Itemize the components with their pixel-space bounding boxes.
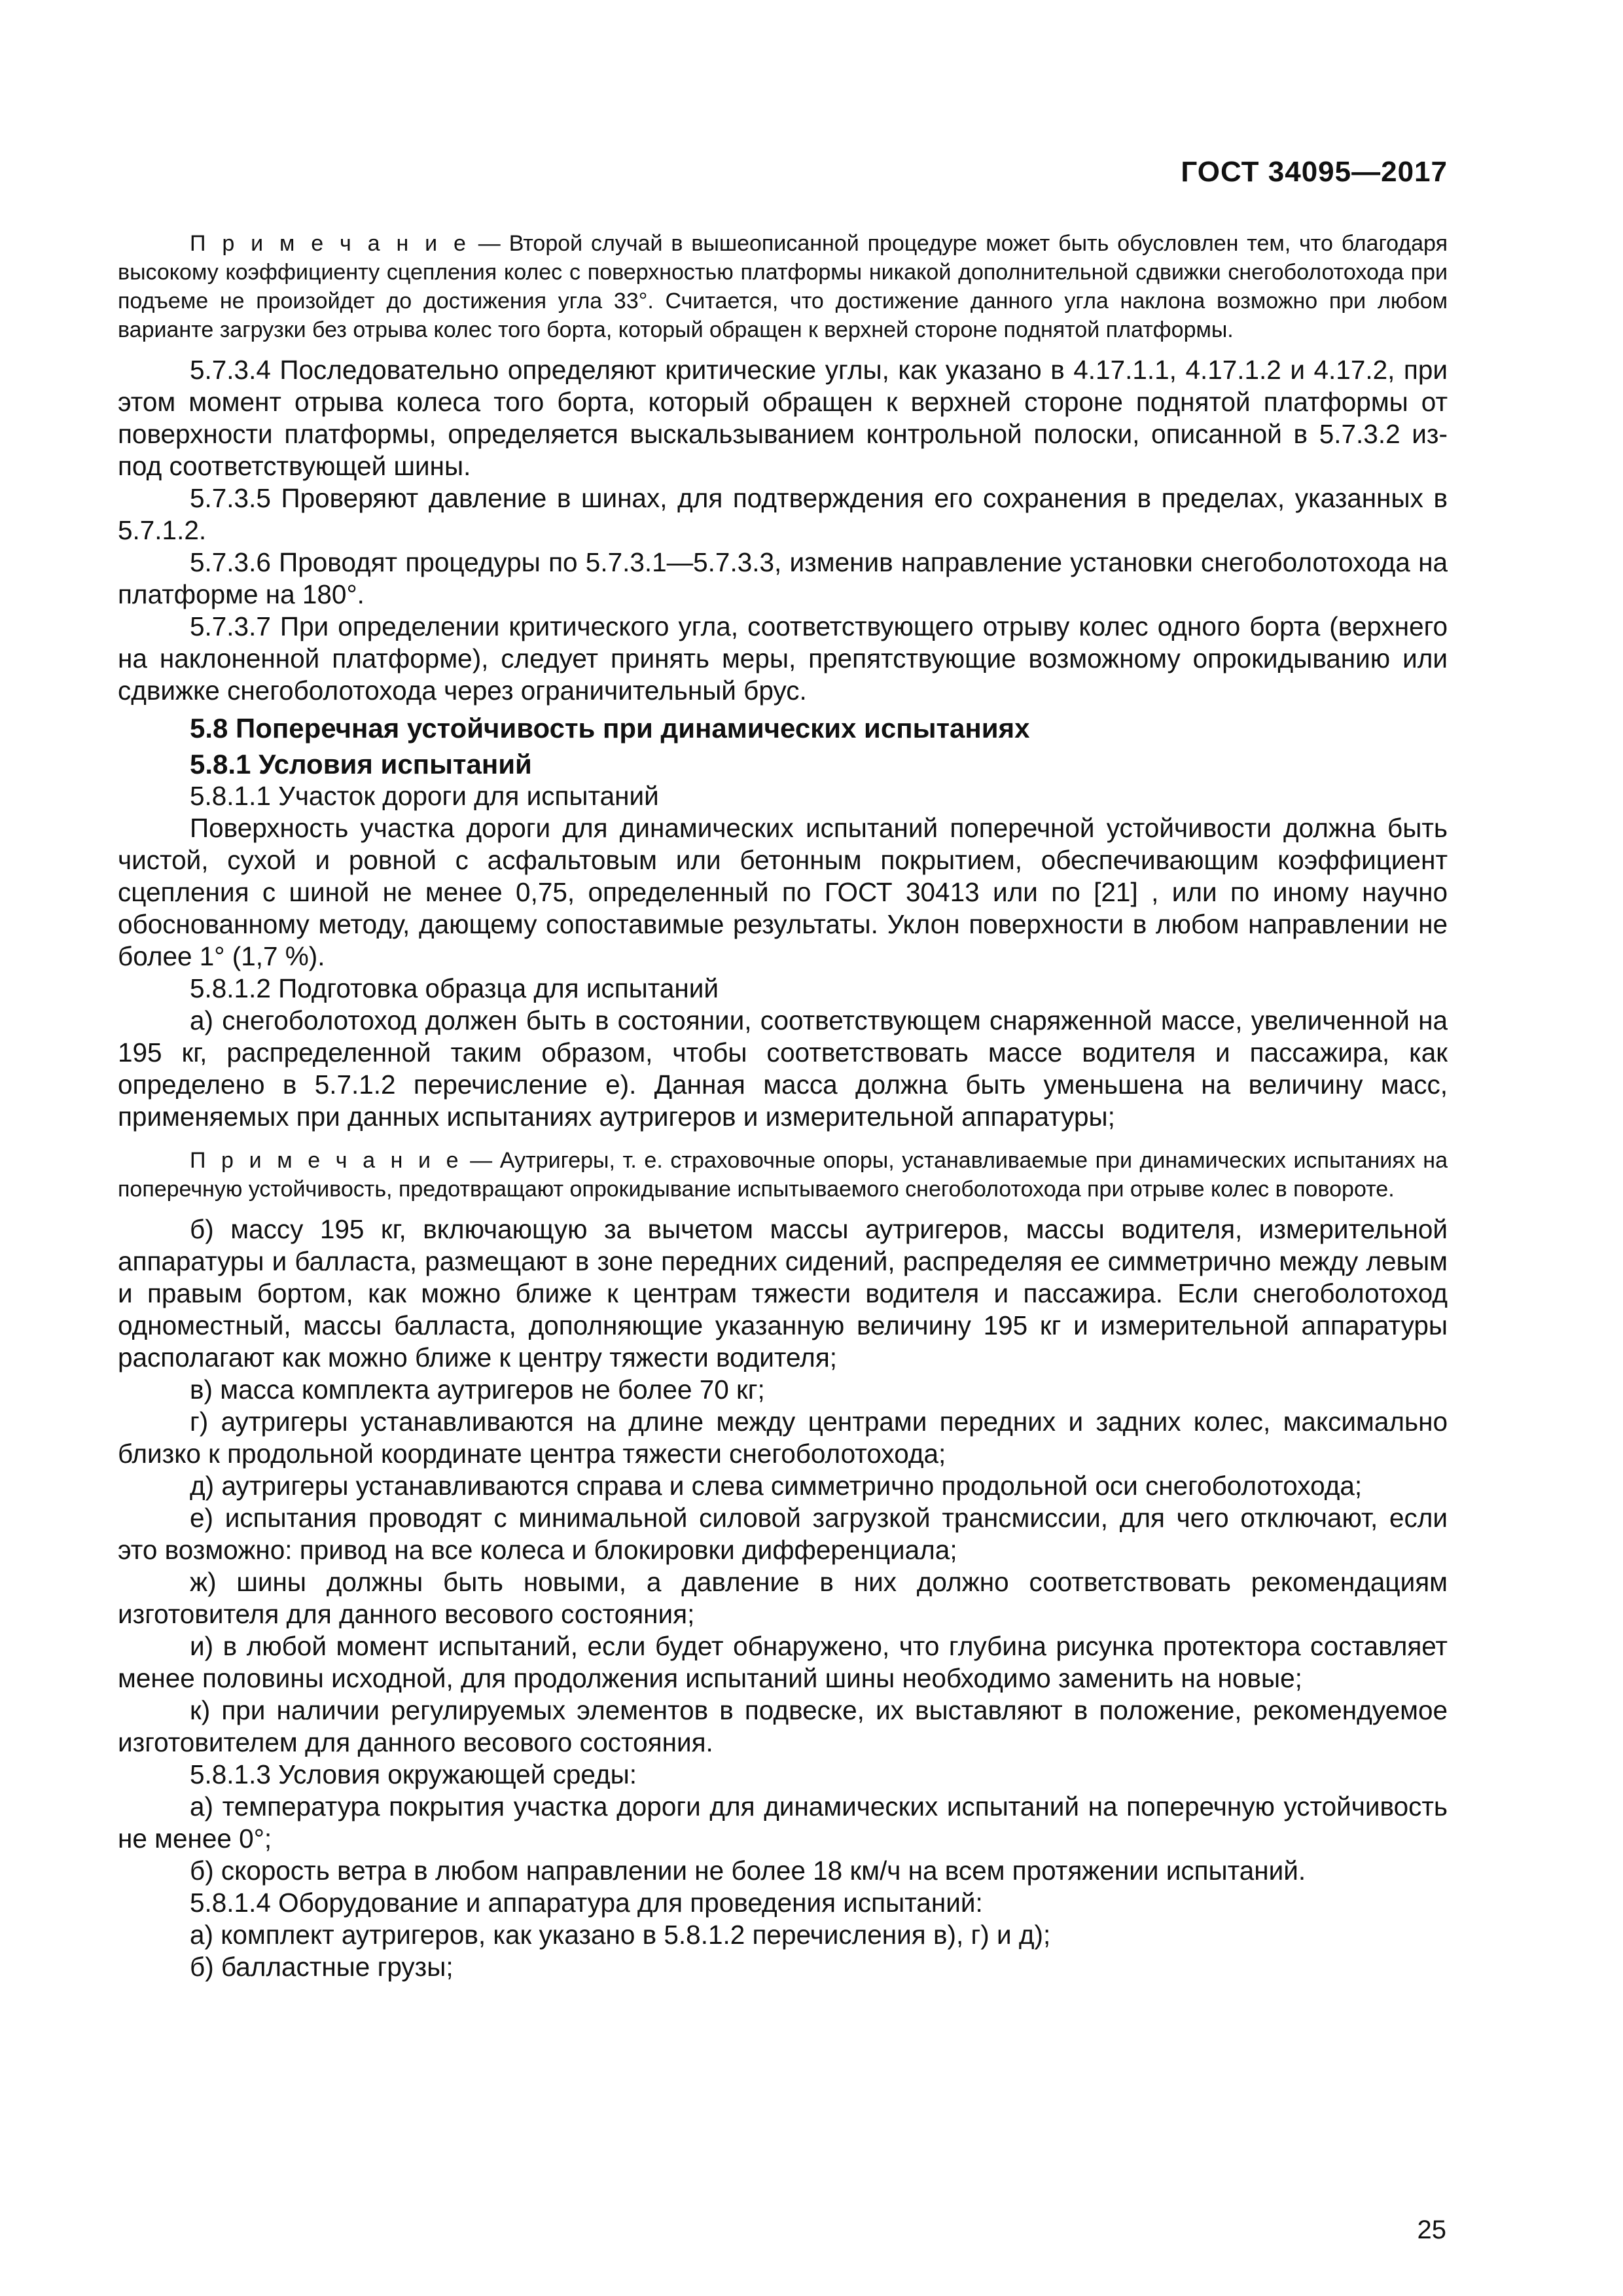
list-item-k: к) при наличии регулируемых элементов в подвеске, их выставляют в положение, рекомендуемое изготовителем для данного весового состояния. <box>118 1695 1448 1757</box>
paragraph-5-7-3-6: 5.7.3.6 Проводят процедуры по 5.7.3.1—5.7.3.3, изменив направление установки снегоболотохода на платформе на 180°. <box>118 547 1448 609</box>
note-paragraph <box>118 229 1448 344</box>
paragraph-5-8-1-1: 5.8.1.1 Участок дороги для испытаний <box>190 781 659 811</box>
note-paragraph <box>118 1146 1448 1204</box>
list-item-b: б) массу 195 кг, включающую за вычетом массы аутригеров, массы водителя, измерительной аппаратуры и балласта, размещают в зоне передних сидений, распределяя ее симметрично между левым и правым бортом, как можно ближе к центрам тяжести водителя и пассажира. Если снегоболотоход одноместный, массы балласта, дополняющие указанную величину 195 кг и измерительной аппаратуры располагают как можно ближе к центру тяжести водителя; <box>118 1214 1448 1372</box>
list-item-v: в) масса комплекта аутригеров не более 70 кг; <box>190 1374 765 1405</box>
list-item-g: г) аутригеры устанавливаются на длине между центрами передних и задних колес, максимально близко к продольной координате центра тяжести снегоболотохода; <box>118 1407 1448 1469</box>
note-text: — Аутригеры, т. е. страховочные опоры, устанавливаемые при динамических испытаниях на поперечную устойчивость, предотвращают опрокидывание испытываемого снегоболотохода при отрыве колес в повороте. <box>118 1148 1448 1202</box>
paragraph-5-8-1-3: 5.8.1.3 Условия окружающей среды: <box>190 1759 637 1789</box>
paragraph-5-7-3-5: 5.7.3.5 Проверяют давление в шинах, для подтверждения его сохранения в пределах, указанных в 5.7.1.2. <box>118 483 1448 545</box>
paragraph-road-surface: Поверхность участка дороги для динамических испытаний поперечной устойчивости должна быть чистой, сухой и ровной с асфальтовым или бетонным покрытием, обеспечивающим коэффициент сцепления с шиной не менее 0,75, определенный по ГОСТ 30413 или по [21] , или по иному научно обоснованному методу, дающему сопоставимые результаты. Уклон поверхности в любом направлении не более 1° (1,7 %). <box>118 813 1448 971</box>
list-item-b: б) скорость ветра в любом направлении не более 18 км/ч на всем протяжении испытаний. <box>190 1856 1306 1886</box>
list-item-b: б) балластные грузы; <box>190 1952 454 1982</box>
document-id: ГОСТ 34095—2017 <box>1181 156 1448 188</box>
page-content <box>118 229 1448 1983</box>
paragraph-5-8-1-2: 5.8.1.2 Подготовка образца для испытаний <box>190 973 719 1003</box>
paragraph-5-7-3-7: 5.7.3.7 При определении критического угла, соответствующего отрыву колес одного борта (верхнего на наклоненной платформе), следует принять меры, препятствующие возможному опрокидыванию или сдвижке снегоболотохода через ограничительный брус. <box>118 611 1448 706</box>
list-item-a: а) комплект аутригеров, как указано в 5.8.1.2 перечисления в), г) и д); <box>190 1920 1051 1950</box>
list-item-i: и) в любой момент испытаний, если будет обнаружено, что глубина рисунка протектора составляет менее половины исходной, для продолжения испытаний шины необходимо заменить на новые; <box>118 1631 1448 1693</box>
list-item-d: д) аутригеры устанавливаются справа и слева симметрично продольной оси снегоболотохода; <box>190 1471 1363 1501</box>
list-item-a: а) снегоболотоход должен быть в состоянии, соответствующем снаряженной массе, увеличенной на 195 кг, распределенной таким образом, чтобы соответствовать массе водителя и пассажира, как определено в 5.7.1.2 перечисление е). Данная масса должна быть уменьшена на величину масс, применяемых при данных испытаниях аутригеров и измерительной аппаратуры; <box>118 1005 1448 1132</box>
paragraph-5-7-3-4: 5.7.3.4 Последовательно определяют критические углы, как указано в 4.17.1.1, 4.17.1.2 и 4.17.2, при этом момент отрыва колеса того борта, который обращен к верхней стороне поднятой платформы от поверхности платформы, определяется выскальзыванием контрольной полоски, описанной в 5.7.3.2 из-под соответствующей шины. <box>118 355 1448 481</box>
page-number: 25 <box>1417 2215 1446 2244</box>
list-item-e: е) испытания проводят с минимальной силовой загрузкой трансмиссии, для чего отключают, если это возможно: привод на все колеса и блокировки дифференциала; <box>118 1503 1448 1565</box>
note-label: П р и м е ч а н и е <box>190 231 470 256</box>
section-heading-5-8: 5.8 Поперечная устойчивость при динамических испытаниях <box>190 713 1030 744</box>
list-item-zh: ж) шины должны быть новыми, а давление в них должно соответствовать рекомендациям изготовителя для данного весового состояния; <box>118 1567 1448 1629</box>
paragraph-5-8-1-4: 5.8.1.4 Оборудование и аппаратура для проведения испытаний: <box>190 1888 983 1918</box>
section-heading-5-8-1: 5.8.1 Условия испытаний <box>190 749 532 780</box>
note-text: — Второй случай в вышеописанной процедуре может быть обусловлен тем, что благодаря высокому коэффициенту сцепления колес с поверхностью платформы никакой дополнительной сдвижки снегоболотохода при подъеме не произойдет до достижения угла 33°. Считается, что достижение данного угла наклона возможно при любом варианте загрузки без отрыва колес того борта, который обращен к верхней стороне поднятой платформы. <box>118 231 1448 342</box>
note-label: П р и м е ч а н и е <box>190 1148 463 1173</box>
list-item-a: а) температура покрытия участка дороги для динамических испытаний на поперечную устойчивость не менее 0°; <box>118 1791 1448 1854</box>
